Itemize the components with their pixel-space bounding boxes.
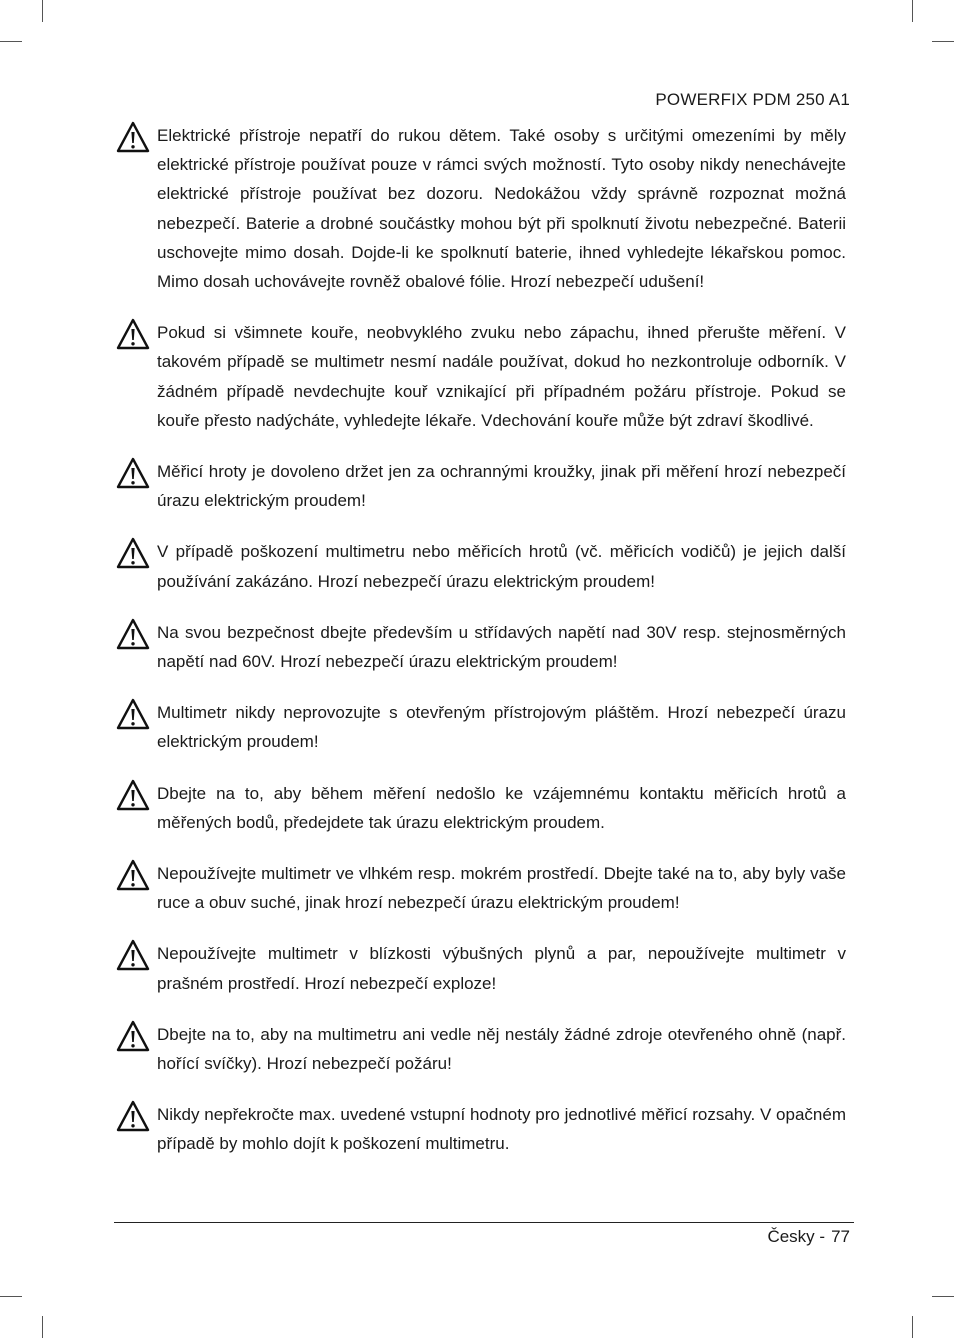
footer-language: Česky - — [767, 1227, 826, 1246]
crop-mark — [932, 1296, 954, 1297]
warning-text: Dbejte na to, aby na multimetru ani vedle něj nestály žádné zdroje otevřeného ohně (např. hořící svíčky). Hrozí nebezpečí požáru! — [157, 1024, 846, 1074]
warning-text: Na svou bezpečnost dbejte především u střídavých napětí nad 30V resp. stejnosměrných napětí nad 60V. Hrozí nebezpečí úrazu elektrickým proudem! — [157, 622, 846, 672]
warning-triangle-icon — [116, 318, 150, 350]
warning-triangle-icon — [116, 1100, 150, 1132]
warning-text: Pokud si všimnete kouře, neobvyklého zvuku nebo zápachu, ihned přerušte měření. V takovém případě se multimetr nesmí nadále používat, dokud ho nezkontroluje odborník. V žádném případě nevdechujte kouř vznikající při případném požáru přístroje. Pokud se kouře přesto nadýcháte, vyhledejte lékaře. Vdechování kouře může být zdraví škodlivé. — [157, 323, 846, 430]
warning-item — [114, 779, 846, 837]
warning-triangle-icon — [116, 121, 150, 153]
warning-item — [114, 939, 846, 997]
warning-triangle-icon — [116, 618, 150, 650]
warning-triangle-icon — [116, 457, 150, 489]
warning-text: Nepoužívejte multimetr ve vlhkém resp. mokrém prostředí. Dbejte také na to, aby byly vaše ruce a obuv suché, jinak hrozí nebezpečí úrazu elektrickým proudem! — [157, 864, 846, 913]
warning-triangle-icon — [116, 1020, 150, 1052]
crop-mark — [0, 41, 22, 42]
warning-item — [114, 1100, 846, 1158]
crop-mark — [912, 0, 913, 22]
page-footer — [767, 1227, 850, 1247]
crop-mark — [42, 1316, 43, 1338]
warning-item — [114, 618, 846, 676]
warning-item — [114, 457, 846, 515]
warning-item — [114, 1020, 846, 1078]
warning-triangle-icon — [116, 939, 150, 971]
crop-mark — [912, 1316, 913, 1338]
warning-triangle-icon — [116, 698, 150, 730]
warning-item — [114, 318, 846, 435]
warning-text: Multimetr nikdy neprovozujte s otevřeným přístrojovým pláštěm. Hrozí nebezpečí úrazu elektrickým proudem! — [157, 703, 846, 752]
warning-triangle-icon — [116, 859, 150, 891]
warning-text: Nepoužívejte multimetr v blízkosti výbušných plynů a par, nepoužívejte multimetr v prašném prostředí. Hrozí nebezpečí exploze! — [157, 944, 846, 993]
warning-text: Měřicí hroty je dovoleno držet jen za ochrannými kroužky, jinak při měření hrozí nebezpečí úrazu elektrickým proudem! — [157, 462, 846, 511]
crop-mark — [932, 41, 954, 42]
warning-item — [114, 698, 846, 756]
warning-item — [114, 537, 846, 595]
warning-text: Elektrické přístroje nepatří do rukou dětem. Také osoby s určitými omezeními by měly elektrické přístroje používat pouze v rámci svých možností. Tyto osoby nikdy nenechávejte elektrické přístroje používat bez dozoru. Nedokážou vždy správně rozpoznat možná nebezpečí. Baterie a drobné součástky mohou být při spolknutí životu nebezpečné. Baterii uschovejte mimo dosah. Dojde-li ke spolknutí baterie, ihned vyhledejte lékařskou pomoc. Mimo dosah uchovávejte rovněž obalové fólie. Hrozí nebezpečí udušení! — [157, 126, 846, 292]
warning-triangle-icon — [116, 779, 150, 811]
safety-warnings-list — [114, 121, 846, 1181]
footer-divider — [114, 1222, 854, 1223]
warning-triangle-icon — [116, 537, 150, 569]
warning-text: Nikdy nepřekročte max. uvedené vstupní hodnoty pro jednotlivé měřicí rozsahy. V opačném případě by mohlo dojít k poškození multimetru. — [157, 1105, 846, 1154]
warning-text: V případě poškození multimetru nebo měřicích hrotů (vč. měřicích vodičů) je jejich další používání zakázáno. Hrozí nebezpečí úrazu elektrickým proudem! — [157, 542, 846, 591]
page-header: POWERFIX PDM 250 A1 — [655, 90, 850, 109]
warning-item — [114, 121, 846, 296]
page-number: 77 — [831, 1227, 850, 1246]
warning-item — [114, 859, 846, 917]
crop-mark — [42, 0, 43, 22]
warning-text: Dbejte na to, aby během měření nedošlo ke vzájemnému kontaktu měřicích hrotů a měřených bodů, předejdete tak úrazu elektrickým proudem. — [157, 783, 846, 832]
crop-mark — [0, 1296, 22, 1297]
